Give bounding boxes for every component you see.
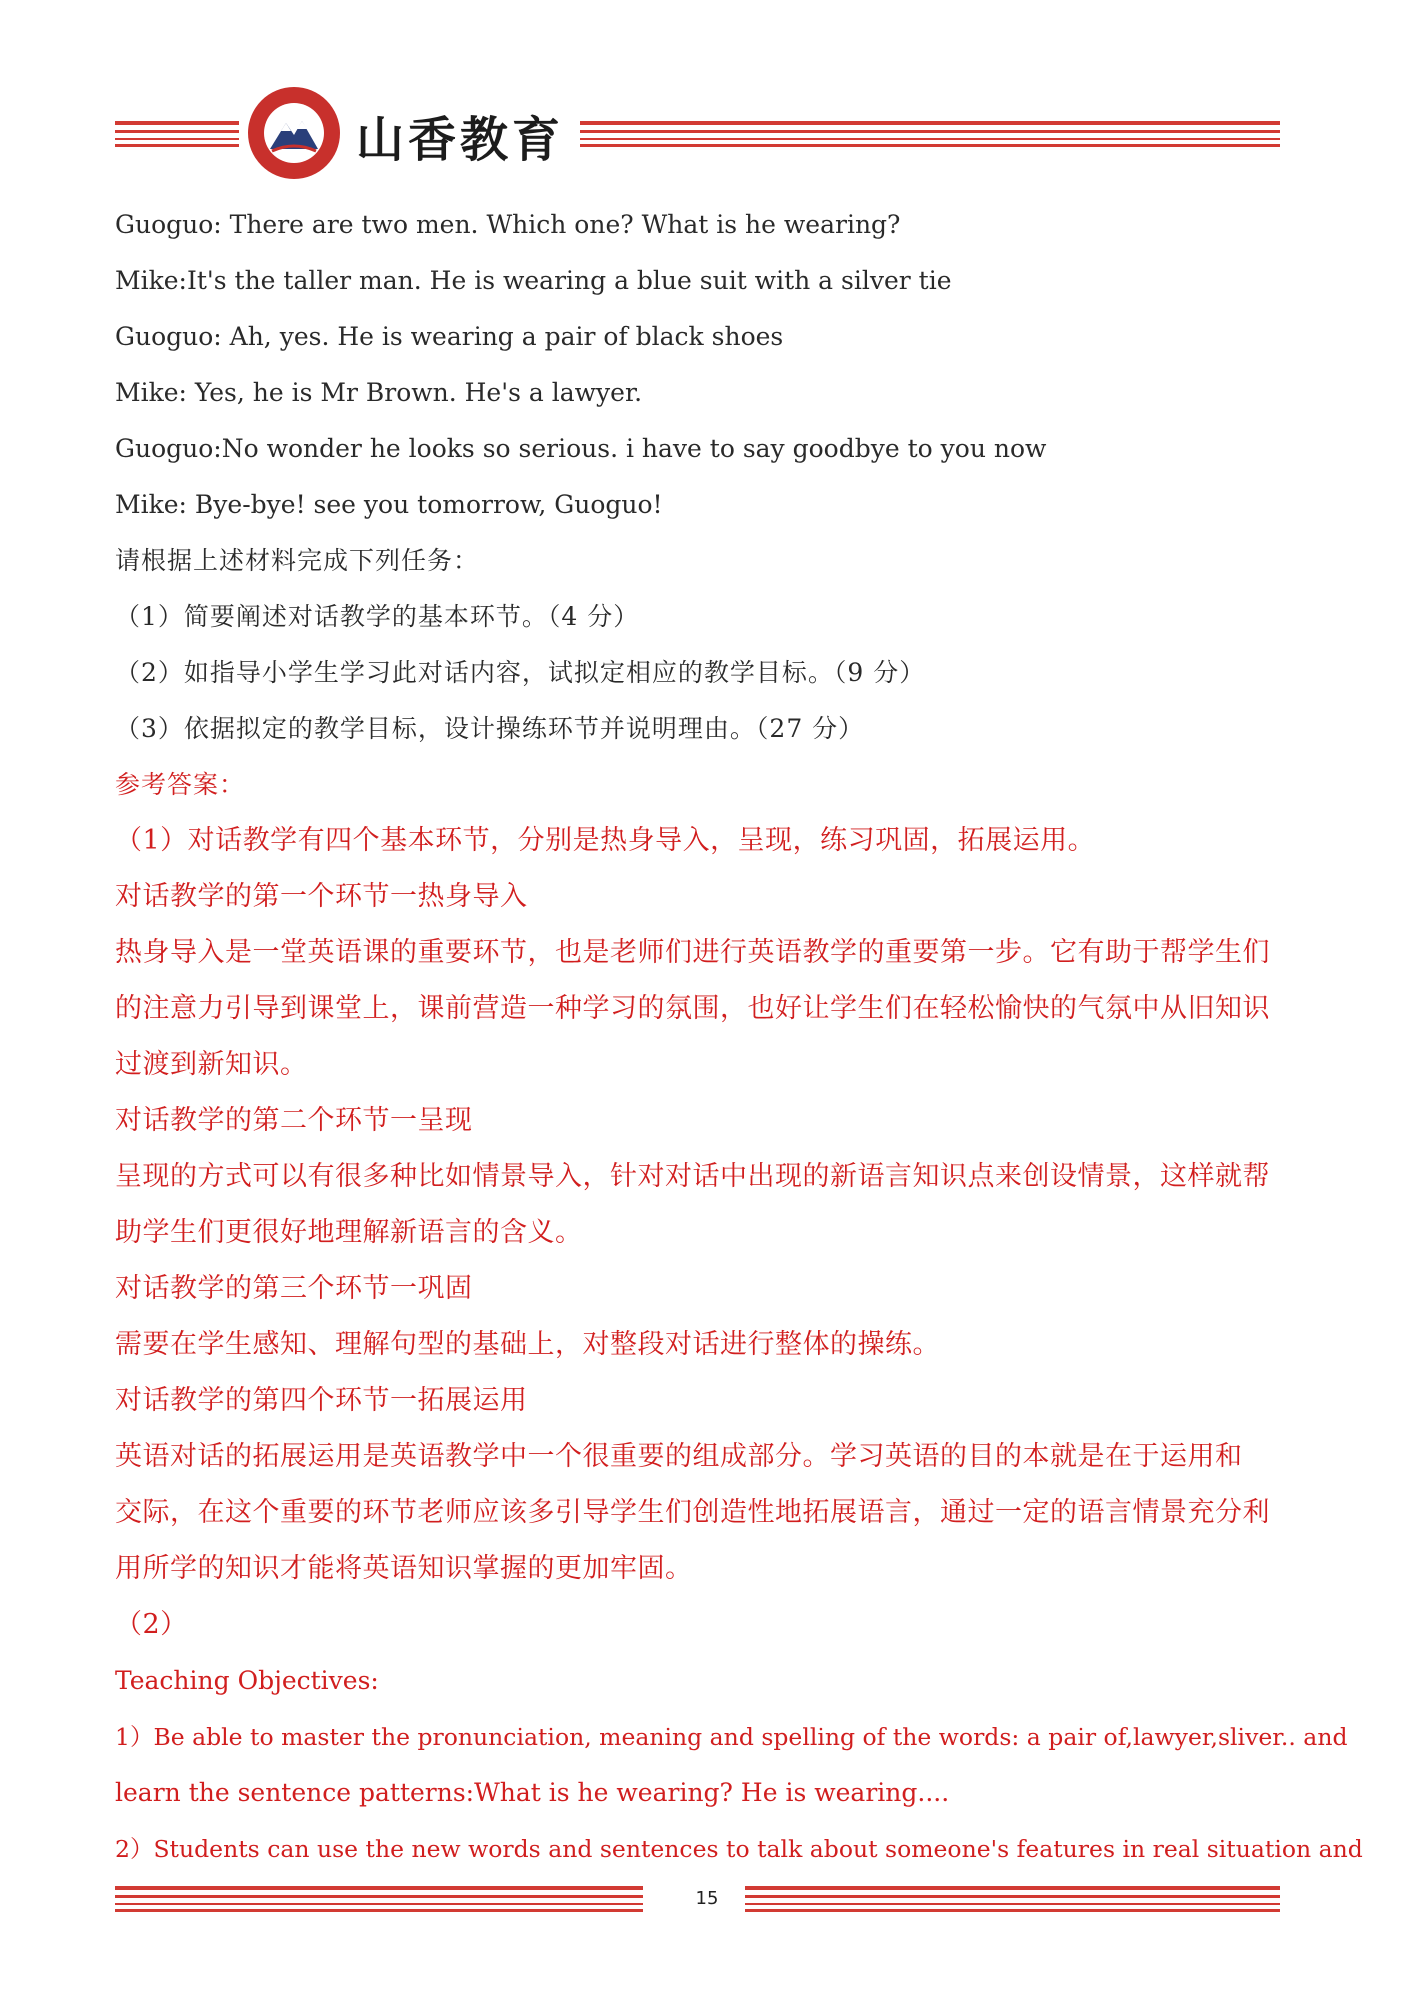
dialogue-line: Guoguo: Ah, yes. He is wearing a pair of black shoes (115, 322, 784, 351)
answer-line: 1）Be able to master the pronunciation, meaning and spelling of the words: a pair of,lawyer,sliver.. and (115, 1723, 1348, 1751)
dialogue-line: Mike: Bye-bye! see you tomorrow, Guoguo! (115, 490, 663, 519)
page-header (0, 85, 1414, 185)
answer-line: 过渡到新知识。 (115, 1049, 308, 1080)
answer-line: 热身导入是一堂英语课的重要环节，也是老师们进行英语教学的重要第一步。它有助于帮学生们 (115, 937, 1270, 968)
dialogue-line: Mike: Yes, he is Mr Brown. He's a lawyer. (115, 378, 643, 407)
brand-logo (246, 85, 342, 181)
answer-line: 对话教学的第四个环节一拓展运用 (115, 1385, 528, 1416)
task-item: （2）如指导小学生学习此对话内容，试拟定相应的教学目标。（9 分） (115, 658, 926, 687)
answer-line: 对话教学的第二个环节一呈现 (115, 1105, 473, 1136)
task-item: （1）简要阐述对话教学的基本环节。（4 分） (115, 602, 640, 631)
answer-line: 助学生们更很好地理解新语言的含义。 (115, 1217, 583, 1248)
answer-line: 英语对话的拓展运用是英语教学中一个很重要的组成部分。学习英语的目的本就是在于运用和 (115, 1441, 1243, 1472)
dialogue-line: Mike:It's the taller man. He is wearing a blue suit with a silver tie (115, 266, 952, 295)
header-stripes-right (580, 121, 1280, 147)
answer-line: （1）对话教学有四个基本环节，分别是热身导入，呈现，练习巩固，拓展运用。 (115, 825, 1096, 856)
answer-line: 呈现的方式可以有很多种比如情景导入，针对对话中出现的新语言知识点来创设情景，这样就帮 (115, 1161, 1270, 1192)
dialogue-line: Guoguo: There are two men. Which one? What is he wearing? (115, 210, 901, 239)
answer-line: 需要在学生感知、理解句型的基础上，对整段对话进行整体的操练。 (115, 1329, 940, 1360)
header-stripes-left (115, 121, 239, 147)
answer-line: 对话教学的第三个环节一巩固 (115, 1273, 473, 1304)
task-intro: 请根据上述材料完成下列任务： (115, 546, 480, 575)
task-item: （3）依据拟定的教学目标，设计操练环节并说明理由。（27 分） (115, 714, 865, 743)
answer-line: learn the sentence patterns:What is he wearing? He is wearing.... (115, 1778, 950, 1807)
dialogue-line: Guoguo:No wonder he looks so serious. i have to say goodbye to you now (115, 434, 1047, 463)
page-content (115, 197, 1363, 1877)
answer-line: （2） (115, 1609, 188, 1640)
answer-heading: 参考答案： (115, 770, 246, 799)
page-footer (0, 1878, 1414, 1918)
answer-line: 交际，在这个重要的环节老师应该多引导学生们创造性地拓展语言，通过一定的语言情景充分利 (115, 1497, 1270, 1528)
answer-line: Teaching Objectives: (115, 1666, 379, 1695)
footer-stripes-right (745, 1886, 1280, 1912)
page-number: 15 (695, 1888, 719, 1909)
answer-line: 对话教学的第一个环节一热身导入 (115, 881, 528, 912)
answer-line: 的注意力引导到课堂上，课前营造一种学习的氛围，也好让学生们在轻松愉快的气氛中从旧知识 (115, 993, 1270, 1024)
answer-line: 用所学的知识才能将英语知识掌握的更加牢固。 (115, 1553, 693, 1584)
brand-name: 山香教育 (356, 112, 565, 168)
answer-line: 2）Students can use the new words and sentences to talk about someone's features in real situation and (115, 1835, 1363, 1863)
